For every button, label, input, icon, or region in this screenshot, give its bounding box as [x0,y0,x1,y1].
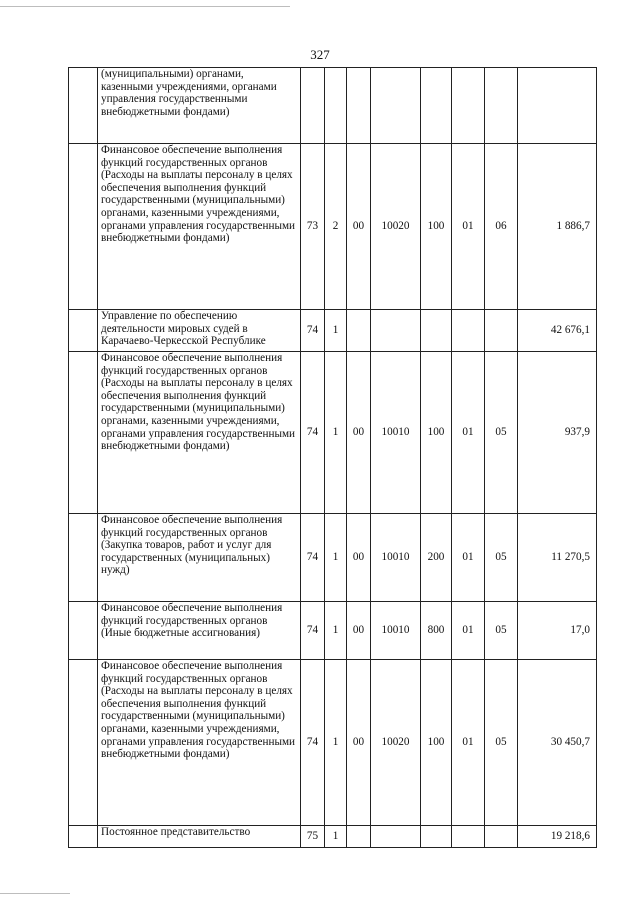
code-cell-col7 [485,826,518,848]
budget-table [68,67,597,848]
row-number-cell [69,144,98,310]
code-cell-col2: 2 [325,144,347,310]
code-cell-col3 [347,826,371,848]
scan-artifact-top-left [0,6,290,7]
code-cell-col1: 74 [301,660,325,826]
code-cell-col6: 01 [452,144,485,310]
code-cell-col2: 1 [325,660,347,826]
code-cell-col2: 1 [325,352,347,514]
row-number-cell [69,602,98,660]
budget-table-wrapper [68,67,597,848]
code-cell-col6: 01 [452,514,485,602]
code-cell-col4 [371,310,421,352]
table-row [69,602,597,660]
row-name-cell: Финансовое обеспечение выполнения функций государственных органов (Закупка товаров, работ и услуг для государственных (муниципальных) нужд) [98,514,301,602]
code-cell-col1: 74 [301,352,325,514]
row-name-cell: Финансовое обеспечение выполнения функций государственных органов (Иные бюджетные ассигнования) [98,602,301,660]
code-cell-col3: 00 [347,144,371,310]
code-cell-col5 [421,68,452,144]
code-cell-col3: 00 [347,602,371,660]
code-cell-col1: 73 [301,144,325,310]
amount-cell: 937,9 [518,352,597,514]
table-row [69,660,597,826]
amount-cell: 1 886,7 [518,144,597,310]
row-number-cell [69,352,98,514]
table-row [69,68,597,144]
code-cell-col5: 100 [421,352,452,514]
code-cell-col4: 10020 [371,144,421,310]
code-cell-col6 [452,68,485,144]
amount-cell: 11 270,5 [518,514,597,602]
table-row [69,352,597,514]
code-cell-col6: 01 [452,352,485,514]
row-name-cell: Финансовое обеспечение выполнения функций государственных органов (Расходы на выплаты персоналу в целях обеспечения выполнения функций государственными (муниципальными) органами, казенными учреждениями, органами управления государственными внебюджетными фондами) [98,352,301,514]
code-cell-col1: 74 [301,602,325,660]
code-cell-col3: 00 [347,660,371,826]
code-cell-col3 [347,68,371,144]
row-name-cell: Постоянное представительство [98,826,301,848]
table-row [69,144,597,310]
amount-cell: 30 450,7 [518,660,597,826]
code-cell-col3: 00 [347,514,371,602]
amount-cell [518,68,597,144]
row-number-cell [69,660,98,826]
code-cell-col4 [371,68,421,144]
code-cell-col1 [301,68,325,144]
code-cell-col1: 75 [301,826,325,848]
table-row [69,514,597,602]
code-cell-col4: 10010 [371,352,421,514]
code-cell-col5: 100 [421,144,452,310]
row-name-cell: Финансовое обеспечение выполнения функций государственных органов (Расходы на выплаты персоналу в целях обеспечения выполнения функций государственными (муниципальными) органами, казенными учреждениями, органами управления государственными внебюджетными фондами) [98,144,301,310]
code-cell-col2: 1 [325,310,347,352]
code-cell-col6: 01 [452,602,485,660]
code-cell-col5: 800 [421,602,452,660]
code-cell-col2: 1 [325,602,347,660]
code-cell-col5: 200 [421,514,452,602]
code-cell-col7 [485,68,518,144]
code-cell-col7 [485,310,518,352]
code-cell-col7: 05 [485,602,518,660]
row-number-cell [69,514,98,602]
row-number-cell [69,68,98,144]
code-cell-col6: 01 [452,660,485,826]
code-cell-col7: 05 [485,514,518,602]
code-cell-col2 [325,68,347,144]
code-cell-col5 [421,826,452,848]
code-cell-col4: 10010 [371,602,421,660]
table-row [69,310,597,352]
code-cell-col3: 00 [347,352,371,514]
code-cell-col1: 74 [301,514,325,602]
code-cell-col5 [421,310,452,352]
row-name-cell: Управление по обеспечению деятельности мировых судей в Карачаево-Черкесской Республике [98,310,301,352]
page-number: 327 [310,47,330,62]
table-row [69,826,597,848]
code-cell-col4: 10010 [371,514,421,602]
amount-cell: 17,0 [518,602,597,660]
amount-cell: 42 676,1 [518,310,597,352]
code-cell-col3 [347,310,371,352]
code-cell-col4: 10020 [371,660,421,826]
row-number-cell [69,826,98,848]
code-cell-col6 [452,310,485,352]
code-cell-col1: 74 [301,310,325,352]
amount-cell: 19 218,6 [518,826,597,848]
code-cell-col2: 1 [325,514,347,602]
code-cell-col5: 100 [421,660,452,826]
table-body [69,68,597,848]
code-cell-col6 [452,826,485,848]
row-number-cell [69,310,98,352]
row-name-cell: Финансовое обеспечение выполнения функций государственных органов (Расходы на выплаты персоналу в целях обеспечения выполнения функций государственными (муниципальными) органами, казенными учреждениями, органами управления государственными внебюджетными фондами) [98,660,301,826]
row-name-cell: (муниципальными) органами, казенными учреждениями, органами управления государственными внебюджетными фондами) [98,68,301,144]
scan-artifact-bottom-left [0,893,70,894]
code-cell-col2: 1 [325,826,347,848]
code-cell-col7: 05 [485,660,518,826]
code-cell-col4 [371,826,421,848]
code-cell-col7: 05 [485,352,518,514]
code-cell-col7: 06 [485,144,518,310]
